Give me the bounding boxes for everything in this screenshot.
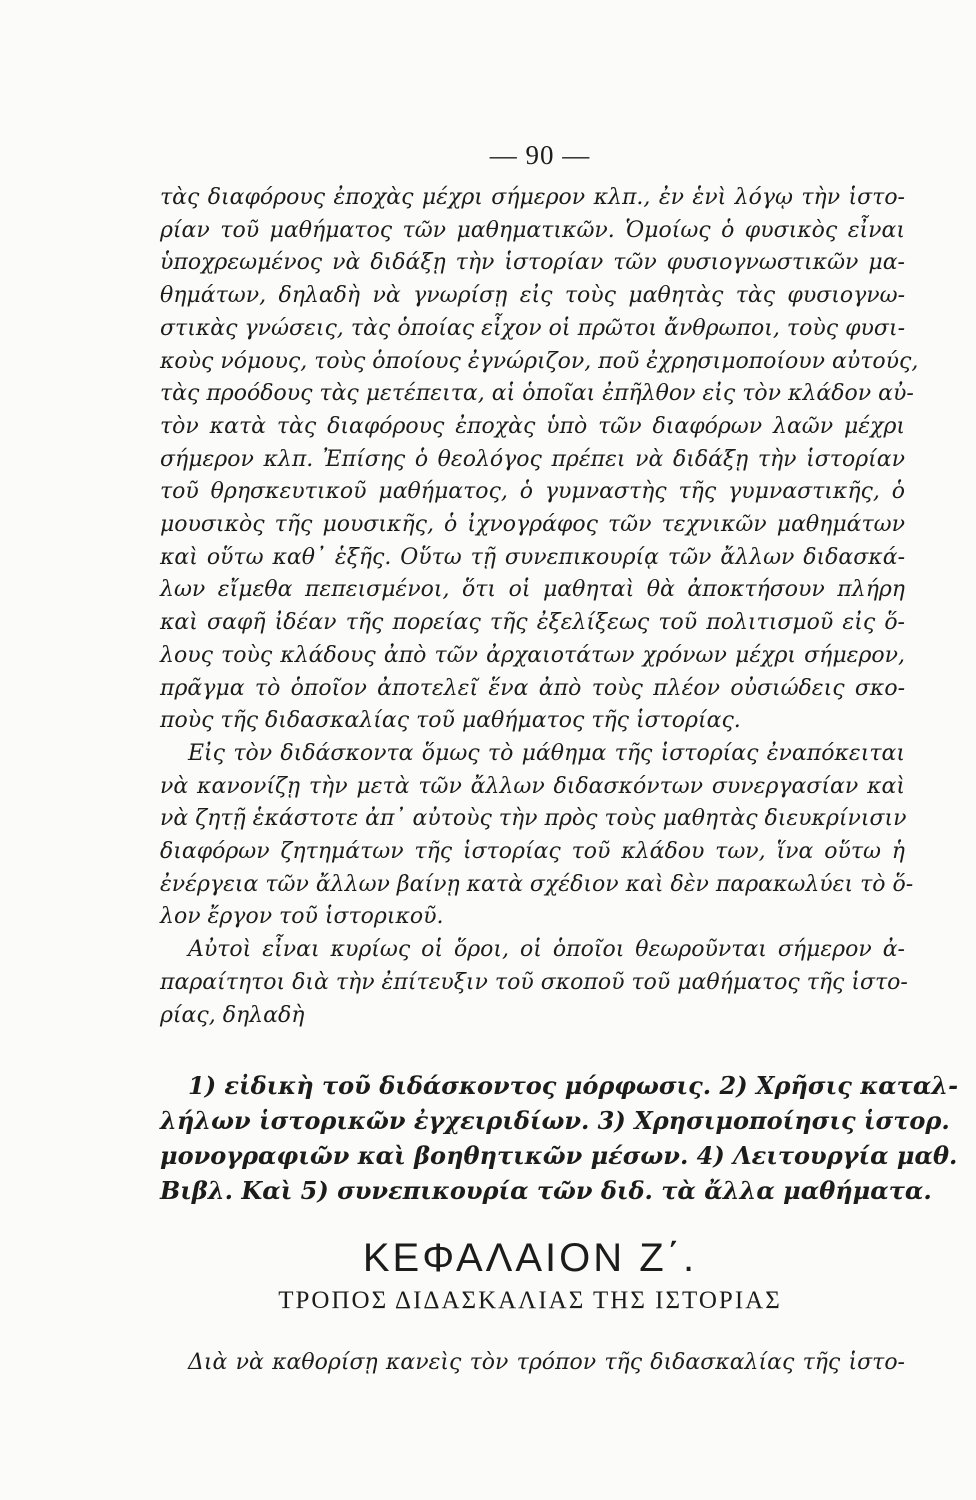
text-line: τὸν κατὰ τὰς διαφόρους ἐποχὰς ὑπὸ τῶν διαφόρων λαῶν μέχρι xyxy=(160,413,905,439)
text-line: στικὰς γνώσεις, τὰς ὁποίας εἶχον οἱ πρῶτοι ἄνθρωποι, τοὺς φυσι- xyxy=(160,315,905,341)
text-line: θημάτων, δηλαδὴ νὰ γνωρίσῃ εἰς τοὺς μαθητὰς τὰς φυσιογνω- xyxy=(160,283,905,309)
conditions-list xyxy=(160,1068,959,1208)
text-line: Αὐτοὶ εἶναι κυρίως οἱ ὅροι, οἱ ὁποῖοι θεωροῦνται σήμερον ἀ- xyxy=(188,937,905,963)
bold-line: Βιβλ. Καὶ 5) συνεπικουρία τῶν διδ. τὰ ἄλλα μαθήματα. xyxy=(160,1176,932,1205)
text-line: Εἰς τὸν διδάσκοντα ὅμως τὸ μάθημα τῆς ἱστορίας ἐναπόκειται xyxy=(188,740,905,766)
text-line: ρίας, δηλαδὴ xyxy=(160,1002,305,1028)
text-line: διαφόρων ζητημάτων τῆς ἱστορίας τοῦ κλάδου των, ἵνα οὕτω ἡ xyxy=(160,839,905,865)
text-line: λων εἴμεθα πεπεισμένοι, ὅτι οἱ μαθηταὶ θὰ ἀποκτήσουν πλήρη xyxy=(160,577,905,603)
text-line: λους τοὺς κλάδους ἀπὸ τῶν ἀρχαιοτάτων χρόνων μέχρι σήμερον, xyxy=(160,642,905,668)
text-line: τὰς προόδους τὰς μετέπειτα, αἱ ὁποῖαι ἐπῆλθον εἰς τὸν κλάδον αὐ- xyxy=(160,381,914,407)
bold-line: 1) εἰδικὴ τοῦ διδάσκοντος μόρφωσις. 2) Χρῆσις καταλ- xyxy=(188,1071,959,1100)
text-line: ὑποχρεωμένος νὰ διδάξῃ τὴν ἱστορίαν τῶν φυσιογνωστικῶν μα- xyxy=(160,250,905,276)
text-line: παραίτητοι διὰ τὴν ἐπίτευξιν τοῦ σκοποῦ τοῦ μαθήματος τῆς ἱστο- xyxy=(160,969,908,995)
text-line: μουσικὸς τῆς μουσικῆς, ὁ ἰχνογράφος τῶν τεχνικῶν μαθημάτων xyxy=(160,512,905,538)
text-line: τοῦ θρησκευτικοῦ μαθήματος, ὁ γυμναστὴς τῆς γυμναστικῆς, ὁ xyxy=(160,479,905,505)
body-paragraphs xyxy=(160,182,919,1032)
chapter-subtitle: ΤΡΟΠΟΣ ΔΙΔΑΣΚΑΛΙΑΣ ΤΗΣ ΙΣΤΟΡΙΑΣ xyxy=(278,1287,782,1314)
text-line: ἐνέργεια τῶν ἄλλων βαίνῃ κατὰ σχέδιον καὶ δὲν παρακωλύει τὸ ὅ- xyxy=(160,871,914,897)
text-line: πρᾶγμα τὸ ὁποῖον ἀποτελεῖ ἕνα ἀπὸ τοὺς πλέον οὐσιώδεις σκο- xyxy=(160,675,905,701)
chapter-first-line: Διὰ νὰ καθορίσῃ κανεὶς τὸν τρόπον τῆς διδασκαλίας τῆς ἱστο- xyxy=(188,1350,905,1375)
text-line: ρίαν τοῦ μαθήματος τῶν μαθηματικῶν. Ὁμοίως ὁ φυσικὸς εἶναι xyxy=(160,217,905,243)
text-line: ποὺς τῆς διδασκαλίας τοῦ μαθήματος τῆς ἱστορίας. xyxy=(160,708,741,734)
text-line: τὰς διαφόρους ἐποχὰς μέχρι σήμερον κλπ., ἐν ἑνὶ λόγῳ τὴν ἱστο- xyxy=(160,185,905,210)
text-line: σήμερον κλπ. Ἐπίσης ὁ θεολόγος πρέπει νὰ διδάξῃ τὴν ἱστορίαν xyxy=(160,446,905,472)
text-line: κοὺς νόμους, τοὺς ὁποίους ἐγνώριζον, ποῦ ἐχρησιμοποίουν αὐτούς, xyxy=(160,348,919,374)
text-line: λον ἔργον τοῦ ἱστορικοῦ. xyxy=(160,904,444,930)
bold-line: λήλων ἱστορικῶν ἐγχειριδίων. 3) Χρησιμοποίησις ἱστορ. xyxy=(160,1106,950,1135)
text-line: καὶ σαφῆ ἰδέαν τῆς πορείας τῆς ἐξελίξεως τοῦ πολιτισμοῦ εἰς ὅ- xyxy=(160,610,905,636)
text-line: καὶ οὕτω καθ᾽ ἑξῆς. Οὕτω τῇ συνεπικουρίᾳ τῶν ἄλλων διδασκά- xyxy=(160,544,905,570)
chapter-title: ΚΕΦΑΛΑΙΟΝ Ζ΄. xyxy=(362,1236,698,1280)
bold-line: μονογραφιῶν καὶ βοηθητικῶν μέσων. 4) Λειτουργία μαθ. xyxy=(160,1141,958,1170)
text-line: νὰ ζητῇ ἑκάστοτε ἀπ᾽ αὐτοὺς τὴν πρὸς τοὺς μαθητὰς διευκρίνισιν xyxy=(160,806,907,832)
page-number: — 90 — xyxy=(489,140,591,170)
text-line: νὰ κανονίζῃ τὴν μετὰ τῶν ἄλλων διδασκόντων συνεργασίαν καὶ xyxy=(160,773,905,799)
